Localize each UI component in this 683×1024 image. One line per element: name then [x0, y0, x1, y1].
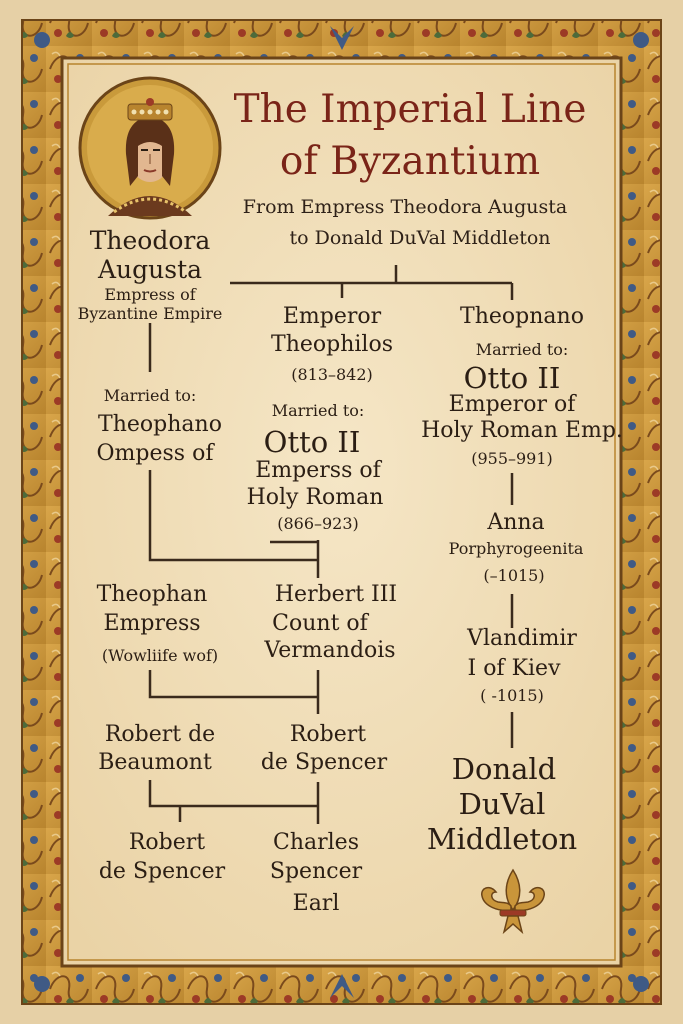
anna-line-1: Anna: [487, 510, 545, 535]
theophano-left-line-2: Ompess of: [96, 441, 214, 466]
vlandimir-dates: ( -1015): [480, 686, 544, 705]
married-label-right: Married to:: [475, 340, 569, 359]
otto-right-role-line-2: Holy Roman Emp.: [421, 418, 623, 443]
otto-right-name: Otto II: [463, 361, 561, 395]
charles-line-1: Charles: [273, 830, 359, 855]
married-label-mid: Married to:: [271, 401, 365, 420]
title-line-2: of Byzantium: [279, 139, 541, 184]
otto-right-dates: (955–991): [471, 449, 553, 468]
robert-beaumont-line-1: Robert de: [104, 722, 216, 747]
subtitle-line-2: to Donald DuVal Middleton: [289, 227, 551, 249]
married-label-left: Married to:: [103, 386, 197, 405]
robert-spencer-low-line-2: de Spencer: [98, 859, 226, 884]
donald-line-1: Donald: [451, 752, 557, 786]
donald-line-3: Middleton: [426, 822, 578, 856]
theodora-role-line-1: Empress of: [104, 285, 196, 304]
theophan-line-2: Empress: [103, 611, 201, 636]
otto-mid-name: Otto II: [263, 425, 361, 459]
subtitle-line-1: From Empress Theodora Augusta: [242, 196, 568, 218]
theodora-name-line-1: Theodora: [89, 226, 211, 255]
theophano-left-line-1: Theophano: [98, 412, 222, 437]
theophilos-line-2: Theophilos: [271, 332, 393, 357]
charles-line-2: Spencer: [269, 859, 363, 884]
title-line-1: The Imperial Line: [233, 87, 587, 132]
theophan-note: (Wowliife wof): [101, 646, 219, 665]
theodora-role-line-2: Byzantine Empire: [77, 304, 223, 323]
robert-spencer-mid-line-2: de Spencer: [260, 750, 388, 775]
anna-dates: (–1015): [483, 566, 545, 585]
otto-mid-role-line-2: Holy Roman: [246, 485, 384, 510]
herbert-line-2: Count of: [272, 611, 368, 636]
herbert-line-1: Herbert III: [274, 582, 398, 607]
herbert-line-3: Vermandois: [264, 638, 396, 663]
theophilos-dates: (813–842): [291, 365, 373, 384]
charles-line-3: Earl: [292, 891, 340, 916]
donald-line-2: DuVal: [458, 787, 546, 821]
robert-spencer-low-line-1: Robert: [128, 830, 206, 855]
robert-beaumont-line-2: Beaumont: [98, 750, 212, 775]
otto-mid-role-line-1: Emperss of: [255, 458, 381, 483]
theodora-name-line-2: Augusta: [97, 255, 203, 284]
fleur-de-lis-icon: [478, 866, 548, 938]
otto-right-role-line-1: Emperor of: [448, 392, 576, 417]
otto-mid-dates: (866–923): [277, 514, 359, 533]
vlandimir-line-2: I of Kiev: [467, 656, 561, 681]
anna-line-2: Porphyrogeenita: [448, 539, 584, 558]
vlandimir-line-1: Vlandimir: [467, 626, 577, 651]
robert-spencer-mid-line-1: Robert: [289, 722, 367, 747]
theopnano-name: Theopnano: [460, 304, 584, 329]
theophilos-line-1: Emperor: [282, 304, 382, 329]
theophan-line-1: Theophan: [96, 582, 208, 607]
